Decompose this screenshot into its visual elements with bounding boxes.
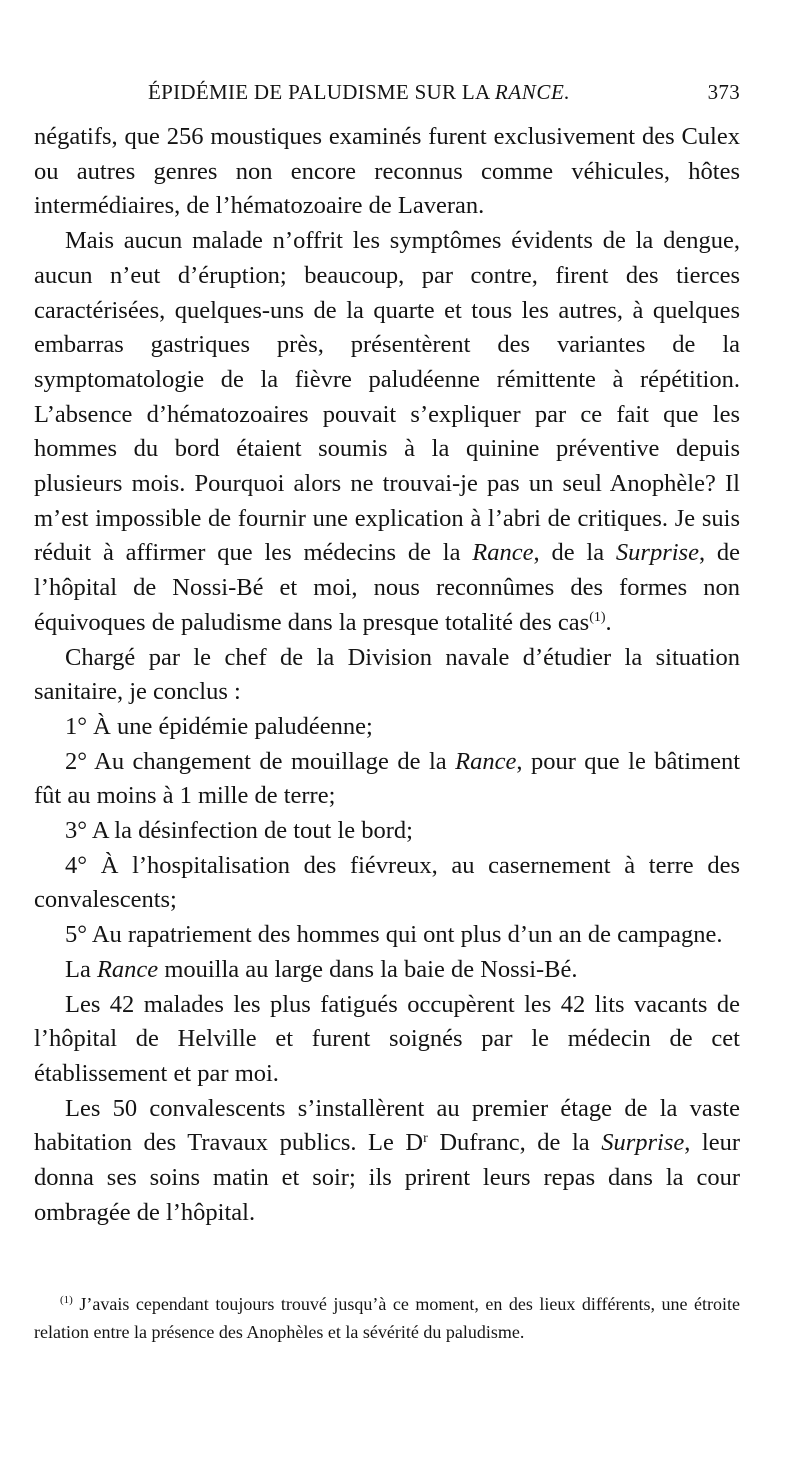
paragraph-hospital: Les 42 malades les plus fatigués occupèrent les 42 lits vacants de l’hôpital de Helville et furent soignés par le médecin de cet établissement et par moi. (34, 990, 740, 1087)
text-run: La (65, 955, 91, 983)
text-run: Mais aucun malade n’offrit les symptômes évidents de la dengue, aucun n’eut d’éruption; beaucoup, par contre, firent des tierces caractérisées, quelques-uns de la quarte et tous les autres, à quelques embarras gastriques près, présentèrent des variantes de la symptomatologie de la fièvre paludéenne rémittente à répétition. L’absence d’hématozoaires pouvait s’expliquer par ce fait que les hommes du bord étaient soumis à la quinine préventive depuis plusieurs mois. Pourquoi alors ne trouvai-je pas un seul Anophèle? Il m’est impossible de fournir une explication à l’abri de critiques. Je suis réduit à affirmer que les médecins de la (34, 227, 740, 567)
text-run: 2° Au changement de mouillage de la (65, 747, 447, 775)
ship-name-surprise: Surprise (601, 1129, 685, 1157)
ship-name-rance: Rance (96, 955, 159, 983)
ship-name-rance: Rance (455, 747, 517, 775)
text-run: , de l’hôpital de Nossi-Bé et moi, nous reconnûmes des formes non équivoques de paludisme dans la presque totalité des cas (34, 539, 741, 636)
footnote (34, 1291, 740, 1346)
paragraph-symptoms (34, 224, 740, 640)
list-item-1: 1° À une épidémie paludéenne; (65, 712, 373, 740)
list-item-3: 3° A la désinfection de tout le bord; (65, 817, 413, 845)
footnote-marker: (1) (60, 1294, 73, 1306)
text-run: , leur donna ses soins matin et soir; ils prirent leurs repas dans la cour ombragée de l’hôpital. (34, 1129, 740, 1226)
text-run: Dufranc, de la (427, 1129, 590, 1157)
text-run: , pour que le bâtiment fût au moins à 1 mille de terre; (34, 747, 741, 810)
running-title-ship-name: RANCE. (494, 80, 571, 104)
list-item-5: 5° Au rapatriement des hommes qui ont plus d’un an de campagne. (65, 921, 723, 949)
page-number: 373 (707, 80, 740, 104)
paragraph-anchorage (34, 953, 740, 988)
doctor-abbreviation: r (423, 1131, 428, 1147)
text-run: . (605, 608, 612, 636)
text-run: mouilla au large dans la baie de Nossi-Bé. (164, 955, 578, 983)
text-run: , de la (533, 539, 605, 567)
ship-name-surprise: Surprise (615, 539, 699, 567)
paragraph-continuation: négatifs, que 256 moustiques examinés furent exclusivement des Culex ou autres genres non encore reconnus comme véhicules, hôtes intermédiaires, de l’hématozoaire de Laveran. (34, 123, 740, 220)
paragraph-conclusions-intro: Chargé par le chef de la Division navale d’étudier la situation sanitaire, je conclus : (34, 643, 740, 706)
list-item-4: 4° À l’hospitalisation des fiévreux, au casernement à terre des convalescents; (34, 851, 740, 914)
running-title (148, 80, 570, 105)
footnote-text: J’avais cependant toujours trouvé jusqu’à ce moment, en des lieux différents, une étroite relation entre la présence des Anophèles et la sévérité du paludisme. (34, 1294, 740, 1342)
text-run: Les 50 convalescents s’installèrent au premier étage de la vaste habitation des Travaux publics. Le D (34, 1094, 740, 1157)
running-title-text: ÉPIDÉMIE DE PALUDISME SUR LA (148, 80, 490, 104)
ship-name-rance: Rance (472, 539, 534, 567)
paragraph-convalescents (34, 1092, 740, 1231)
list-item-2 (34, 745, 740, 814)
main-text (34, 120, 740, 1231)
footnote-reference[interactable]: (1) (589, 609, 606, 625)
